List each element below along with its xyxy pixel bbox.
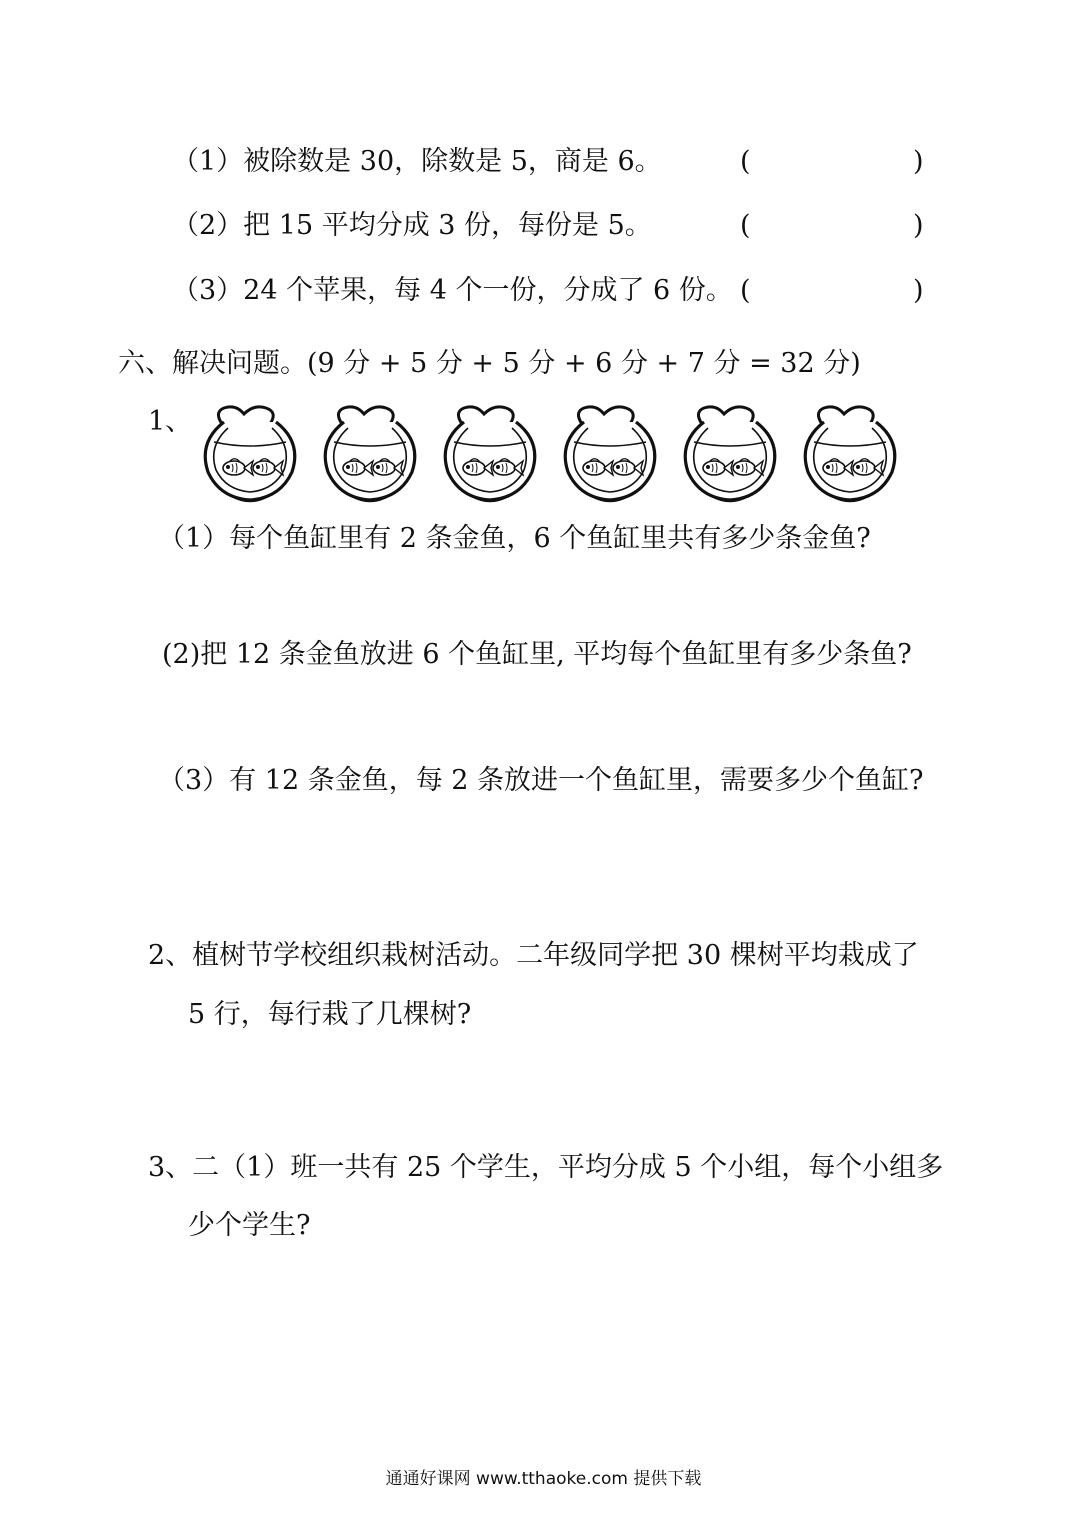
footer-credit: 通通好课网 www.tthaoke.com 提供下载 [385,1469,702,1489]
fishbowl-icon [325,407,415,501]
judge-item-1-close-paren: ) [913,146,924,177]
judge-item-2: （2）把 15 平均分成 3 份，每份是 5。 [172,210,652,241]
judge-item-1: （1）被除数是 30，除数是 5，商是 6。 [172,146,662,177]
judge-item-3: （3）24 个苹果，每 4 个一份，分成了 6 份。 [172,275,733,306]
problem-3-line-2: 少个学生? [188,1210,311,1241]
judge-item-3-open-paren: ( [740,275,751,306]
judge-item-1-open-paren: ( [740,146,751,177]
problem-1-number: 1、 [148,406,193,437]
fishbowl-icon [805,407,895,501]
fishbowl-icon [685,407,775,501]
problem-1-sub-3: （3）有 12 条金鱼，每 2 条放进一个鱼缸里，需要多少个鱼缸? [158,765,924,796]
section-heading: 六、解决问题。(9 分 + 5 分 + 5 分 + 6 分 + 7 分 = 32 分) [118,348,861,379]
fishbowl-icon [445,407,535,501]
fishbowl-illustration [200,398,920,508]
problem-3-line-1: 3、二（1）班一共有 25 个学生，平均分成 5 个小组，每个小组多 [148,1152,944,1183]
judge-item-2-open-paren: ( [740,210,751,241]
fishbowl-icon [565,407,655,501]
fishbowl-icon [205,407,295,501]
problem-2-line-2: 5 行，每行栽了几棵树? [188,999,472,1030]
problem-1-sub-1: （1）每个鱼缸里有 2 条金鱼，6 个鱼缸里共有多少条金鱼? [158,523,871,554]
problem-2-line-1: 2、植树节学校组织栽树活动。二年级同学把 30 棵树平均栽成了 [148,940,919,971]
problem-1-sub-2: (2)把 12 条金鱼放进 6 个鱼缸里, 平均每个鱼缸里有多少条鱼? [162,639,912,670]
judge-item-3-close-paren: ) [913,275,924,306]
judge-item-2-close-paren: ) [913,210,924,241]
